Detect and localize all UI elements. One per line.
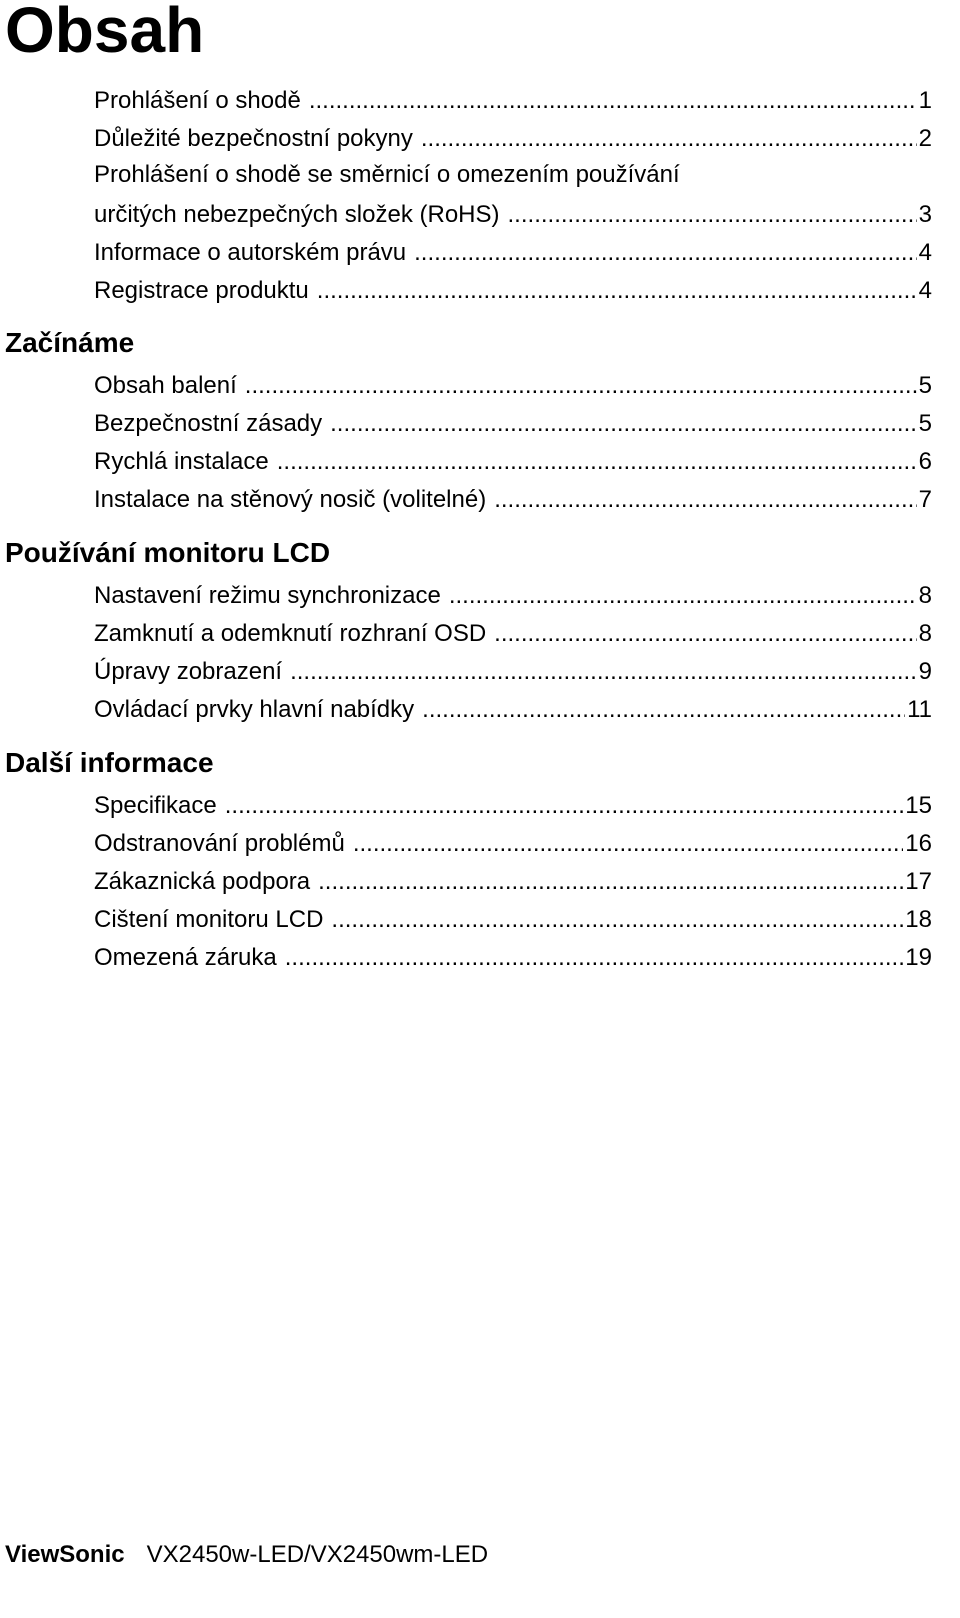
toc-entry-page: 6 <box>918 448 932 475</box>
toc-entry-text: Odstranování problémů <box>94 830 345 857</box>
toc-entry-text-continued: určitých nebezpečných složek (RoHS) <box>94 201 500 228</box>
toc-entry[interactable] <box>94 827 932 859</box>
toc-entry-text: Zamknutí a odemknutí rozhraní OSD <box>94 620 487 647</box>
toc-entry-page: 5 <box>918 410 932 437</box>
toc-entry-first-line[interactable] <box>94 160 932 192</box>
toc-entry-text: Nastavení režimu synchronizace <box>94 582 441 609</box>
toc-dot-leader <box>330 409 917 439</box>
toc-entry-text: Instalace na stěnový nosič (volitelné) <box>94 486 487 513</box>
toc-entry-text: Obsah balení <box>94 372 237 399</box>
toc-entry-page: 8 <box>918 620 932 647</box>
toc-entry-page: 9 <box>918 658 932 685</box>
toc-dot-leader <box>225 791 904 821</box>
toc-entry[interactable] <box>94 789 932 821</box>
toc-entry-page: 1 <box>918 87 932 114</box>
toc-entry[interactable] <box>94 617 932 649</box>
toc-dot-leader <box>449 581 917 611</box>
toc-entry-page: 3 <box>918 201 932 228</box>
toc-entry[interactable] <box>94 369 932 401</box>
toc-dot-leader <box>422 695 905 725</box>
toc-entry[interactable] <box>94 941 932 973</box>
toc-entry-page: 7 <box>918 486 932 513</box>
toc-entry-page: 19 <box>905 944 932 971</box>
toc-entry-page: 2 <box>918 125 932 152</box>
page-footer <box>5 1540 488 1570</box>
toc-entry-page: 17 <box>905 868 932 895</box>
toc-entry-text: Cištení monitoru LCD <box>94 906 324 933</box>
toc-entry-page: 5 <box>918 372 932 399</box>
toc-entry[interactable] <box>94 236 932 268</box>
toc-entry[interactable] <box>94 84 932 116</box>
toc-entry-text: Důležité bezpečnostní pokyny <box>94 125 413 152</box>
toc-entry-page: 16 <box>905 830 932 857</box>
toc-entry-page: 18 <box>905 906 932 933</box>
toc-entry[interactable] <box>94 903 932 935</box>
toc-entry[interactable] <box>94 865 932 897</box>
toc-dot-leader <box>494 485 916 515</box>
toc-dot-leader <box>508 200 917 230</box>
footer-model: VX2450w-LED/VX2450wm-LED <box>146 1541 489 1568</box>
toc-dot-leader <box>245 371 917 401</box>
toc-dot-leader <box>318 867 903 897</box>
toc-entry-text: Omezená záruka <box>94 944 277 971</box>
toc-entry-page: 11 <box>907 696 932 723</box>
toc-entry-text: Prohlášení o shodě <box>94 87 301 114</box>
toc-entry-text: Informace o autorském právu <box>94 239 407 266</box>
page-title: Obsah <box>5 0 205 66</box>
toc-dot-leader <box>309 86 917 116</box>
toc-dot-leader <box>353 829 903 859</box>
toc-entry-text: Rychlá instalace <box>94 448 269 475</box>
toc-entry[interactable] <box>94 122 932 154</box>
toc-entry-page: 4 <box>918 239 932 266</box>
toc-entry-text: Bezpečnostní zásady <box>94 410 323 437</box>
toc-entry-text: Zákaznická podpora <box>94 868 311 895</box>
toc-entry[interactable] <box>94 655 932 687</box>
toc-entry[interactable] <box>94 693 932 725</box>
toc-dot-leader <box>317 276 917 306</box>
toc-entry-page: 8 <box>918 582 932 609</box>
toc-entry-page: 15 <box>905 792 932 819</box>
toc-dot-leader <box>285 943 904 973</box>
toc-dot-leader <box>290 657 917 687</box>
toc-dot-leader <box>331 905 903 935</box>
toc-dot-leader <box>414 238 917 268</box>
toc-dot-leader <box>277 447 917 477</box>
section-heading: Používání monitoru LCD <box>5 537 331 568</box>
toc-entry[interactable] <box>94 407 932 439</box>
toc-entry-text: Specifikace <box>94 792 217 819</box>
toc-entry[interactable] <box>94 579 932 611</box>
toc-dot-leader <box>421 124 917 154</box>
toc-entry-text: Ovládací prvky hlavní nabídky <box>94 696 415 723</box>
section-heading: Další informace <box>5 747 214 778</box>
toc-entry-text: Registrace produktu <box>94 277 309 304</box>
toc-entry-page: 4 <box>918 277 932 304</box>
toc-entry-text: Úpravy zobrazení <box>94 658 283 685</box>
toc-entry[interactable] <box>94 445 932 477</box>
toc-entry[interactable] <box>94 483 932 515</box>
toc-entry[interactable] <box>94 274 932 306</box>
toc-entry[interactable] <box>94 198 932 230</box>
footer-brand: ViewSonic <box>5 1541 125 1568</box>
toc-entry-text: Prohlášení o shodě se směrnicí o omezením používání <box>94 161 680 188</box>
toc-dot-leader <box>494 619 916 649</box>
section-heading: Začínáme <box>5 327 135 358</box>
